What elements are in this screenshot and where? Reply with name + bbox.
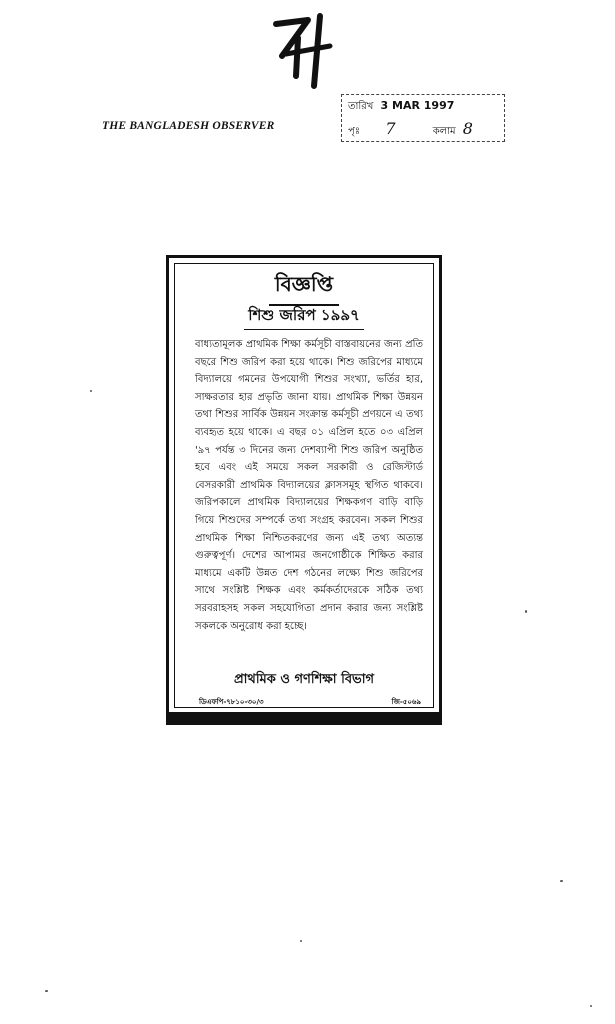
handwritten-mark-icon: [268, 10, 338, 90]
scan-speck: [590, 1005, 592, 1007]
scan-speck: [45, 990, 48, 992]
scan-speck: [300, 940, 302, 942]
stamp-date-row: [348, 99, 454, 116]
stamp-column-value: 8: [462, 119, 473, 138]
notice-subtitle: শিশু জরিপ ১৯৯৭: [244, 304, 364, 330]
newspaper-name: THE BANGLADESH OBSERVER: [102, 120, 275, 132]
stamp-date-value: 3 MAR 1997: [380, 99, 455, 112]
notice-title-wrap: [175, 270, 433, 306]
stamp-page-label: পৃঃ: [348, 126, 361, 137]
stamp-date-label: তারিখ: [348, 101, 374, 112]
stamp-page-value: 7: [385, 119, 396, 138]
notice-ref-left: ডিএফপি-৭৮১০-৩০/৩: [199, 698, 264, 706]
notice-clipping: [166, 255, 442, 725]
notice-subtitle-wrap: [175, 304, 433, 330]
notice-body: বাধ্যতামূলক প্রাথমিক শিক্ষা কর্মসূচী বাস্তবায়নের জন্য প্রতি বছরে শিশু জরিপ করা হয়ে থাকে। শিশু জরিপের মাধ্যমে বিদ্যালয়ে গমনের উপযোগী শিশুর সংখ্যা, ভর্তির হার, সাক্ষরতার হার প্রভৃতি জানা যায়। প্রাথমিক শিক্ষা উন্নয়ন তথা শিশুর সার্বিক উন্নয়ন সংক্রান্ত কর্মসূচী প্রণয়নে এ তথ্য ব্যবহৃত হয়ে থাকে। এ বছর ০১ এপ্রিল হতে ০৩ এপ্রিল '৯৭ পর্যন্ত ৩ দিনের জন্য দেশব্যাপী শিশু জরিপ অনুষ্ঠিত হবে এবং এই সময়ে সকল সরকারী ও রেজিস্টার্ড বেসরকারী প্রাথমিক বিদ্যালয়ের ক্লাসসমূহ স্থগিত থাকবে। জরিপকালে প্রাথমিক বিদ্যালয়ের শিক্ষকগণ বাড়ি বাড়ি গিয়ে শিশুদের সম্পর্কে তথ্য সংগ্রহ করবেন। সকল শিশুর প্রাথমিক শিক্ষা নিশ্চিতকরণের জন্য এই তথ্য অত্যন্ত গুরুত্বপূর্ণ। দেশের আপামর জনগোষ্ঠীকে শিক্ষিত করার মাধ্যমে একটি উন্নত দেশ গঠনের লক্ষ্যে শিশু জরিপের সাথে সংশ্লিষ্ট শিক্ষক এবং কর্মকর্তাদেরকে সঠিক তথ্য সরবরাহসহ সকল সহযোগিতা প্রদান করার জন্য সংশ্লিষ্ট সকলকে অনুরোধ করা হচ্ছে।: [195, 339, 423, 632]
stamp-column-label: কলাম: [432, 126, 456, 137]
notice-inner-frame: [174, 263, 434, 708]
notice-bottom-bar: [169, 712, 439, 722]
stamp-page-row: [348, 119, 498, 141]
scan-speck: [90, 390, 92, 392]
notice-signoff: প্রাথমিক ও গণশিক্ষা বিভাগ: [233, 672, 375, 687]
notice-ref-right: জি-৫০৬৯: [391, 698, 421, 706]
notice-title: বিজ্ঞপ্তি: [269, 270, 339, 306]
date-stamp: [341, 94, 505, 142]
scan-speck: [560, 880, 563, 882]
scan-speck: [525, 610, 527, 613]
